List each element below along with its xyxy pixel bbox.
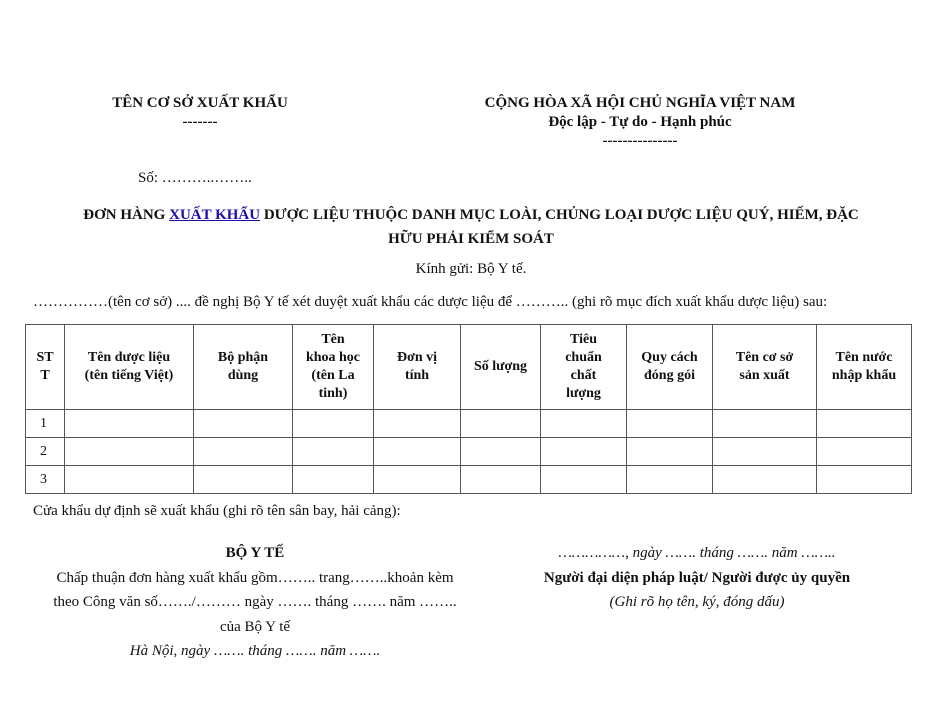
title-prefix: ĐƠN HÀNG: [83, 207, 170, 223]
column-header-line: Tên dược liệu: [87, 350, 171, 365]
column-header-line: tinh): [318, 386, 348, 401]
column-header-line: tính: [404, 368, 430, 383]
table-cell[interactable]: [713, 466, 817, 494]
title-line-1: [40, 203, 902, 227]
column-header-line: Đơn vị: [396, 350, 438, 365]
table-cell[interactable]: [293, 466, 374, 494]
table-row: [26, 466, 912, 494]
ministry-approval-block: [25, 541, 485, 664]
exporter-divider: -------: [182, 114, 218, 130]
approval-line-1: Chấp thuận đơn hàng xuất khẩu gồm…….. trang……..khoản kèm: [56, 569, 454, 586]
table-cell[interactable]: [194, 466, 293, 494]
column-header-line: Bộ phận: [217, 350, 269, 365]
national-divider: ---------------: [602, 133, 678, 149]
signature-note: (Ghi rõ họ tên, ký, đóng dấu): [609, 594, 785, 610]
table-cell[interactable]: [194, 438, 293, 466]
table-cell[interactable]: [461, 410, 541, 438]
column-header-line: chuẩn: [565, 350, 602, 365]
representative-block: [492, 541, 902, 615]
table-cell[interactable]: [194, 410, 293, 438]
table-cell[interactable]: [713, 438, 817, 466]
table-cell[interactable]: [627, 410, 713, 438]
table-cell[interactable]: [65, 410, 194, 438]
place-date-line: ……………, ngày ……. tháng ……. năm ……..: [558, 545, 836, 561]
column-header: [817, 325, 912, 410]
recipient-line: Kính gửi: Bộ Y tế.: [415, 261, 527, 277]
table-cell[interactable]: [65, 438, 194, 466]
export-gate-line: Cửa khẩu dự định sẽ xuất khẩu (ghi rõ tên sân bay, hải cảng):: [33, 503, 401, 519]
national-motto: Độc lập - Tự do - Hạnh phúc: [548, 114, 732, 130]
column-header: [713, 325, 817, 410]
row-number-cell: 2: [26, 438, 65, 466]
column-header-line: (tên La: [311, 368, 355, 383]
column-header-line: sản xuất: [739, 368, 790, 383]
row-number-cell: 1: [26, 410, 65, 438]
table-cell[interactable]: [374, 438, 461, 466]
column-header-line: chất: [570, 368, 597, 383]
column-header: [194, 325, 293, 410]
column-header-line: Tên: [321, 332, 345, 347]
table-cell[interactable]: [374, 410, 461, 438]
column-header-line: Tên nước: [835, 350, 893, 365]
document-title: [40, 203, 902, 251]
table-header-row: [26, 325, 912, 410]
table-cell[interactable]: [65, 466, 194, 494]
column-header-line: Quy cách: [641, 350, 698, 365]
column-header: [293, 325, 374, 410]
approval-line-2: theo Công văn số……./……… ngày ……. tháng ……. năm ……..: [53, 594, 457, 610]
table-cell[interactable]: [541, 410, 627, 438]
product-table: [25, 324, 912, 494]
title-suffix: DƯỢC LIỆU THUỘC DANH MỤC LOÀI, CHỦNG LOẠI DƯỢC LIỆU QUÝ, HIẾM, ĐẶC: [260, 207, 859, 223]
table-cell[interactable]: [461, 466, 541, 494]
export-link[interactable]: XUẤT KHẨU: [169, 207, 261, 223]
document-number: Số: ………..……..: [138, 170, 252, 186]
table-cell[interactable]: [627, 466, 713, 494]
column-header-line: Tiêu: [570, 332, 597, 347]
column-header-line: T: [40, 368, 50, 383]
table-cell[interactable]: [541, 438, 627, 466]
table-cell[interactable]: [293, 438, 374, 466]
table-cell[interactable]: [293, 410, 374, 438]
exporter-header: [60, 94, 340, 132]
national-title: CỘNG HÒA XÃ HỘI CHỦ NGHĨA VIỆT NAM: [484, 95, 796, 111]
representative-title: Người đại diện pháp luật/ Người được ủy quyền: [543, 569, 851, 586]
title-line-2: HỮU PHẢI KIỂM SOÁT: [388, 231, 554, 247]
national-header: [440, 94, 840, 151]
table-row: [26, 410, 912, 438]
column-header-line: khoa học: [305, 350, 361, 365]
row-number-cell: 3: [26, 466, 65, 494]
exporter-name-label: TÊN CƠ SỞ XUẤT KHẨU: [112, 95, 288, 111]
column-header: [65, 325, 194, 410]
column-header-line: Tên cơ sở: [735, 350, 794, 365]
column-header: [627, 325, 713, 410]
table-cell[interactable]: [461, 438, 541, 466]
approval-line-3: của Bộ Y tế: [219, 618, 291, 635]
table-cell[interactable]: [817, 466, 912, 494]
table-cell[interactable]: [541, 466, 627, 494]
table-cell[interactable]: [817, 438, 912, 466]
table-cell[interactable]: [817, 410, 912, 438]
column-header: [461, 325, 541, 410]
column-header-line: nhập khẩu: [831, 368, 897, 383]
column-header: [26, 325, 65, 410]
column-header-line: Số lượng: [473, 359, 528, 374]
intro-paragraph: ……………(tên cơ sở) .... đề nghị Bộ Y tế xét duyệt xuất khẩu các dược liệu để ……….. (ghi rõ mục đích xuất khẩu dược liệu) sau:: [33, 294, 828, 310]
table-cell[interactable]: [374, 466, 461, 494]
ministry-title: BỘ Y TẾ: [225, 545, 285, 561]
hanoi-date-line: Hà Nội, ngày ……. tháng ……. năm …….: [129, 643, 381, 659]
column-header-line: (tên tiếng Việt): [84, 368, 174, 383]
column-header: [541, 325, 627, 410]
column-header: [374, 325, 461, 410]
column-header-line: đóng gói: [644, 368, 695, 383]
table-row: [26, 438, 912, 466]
table-cell[interactable]: [627, 438, 713, 466]
table-body: [26, 410, 912, 494]
column-header-line: lượng: [566, 386, 601, 401]
column-header-line: ST: [36, 350, 54, 365]
table-cell[interactable]: [713, 410, 817, 438]
column-header-line: dùng: [227, 368, 259, 383]
